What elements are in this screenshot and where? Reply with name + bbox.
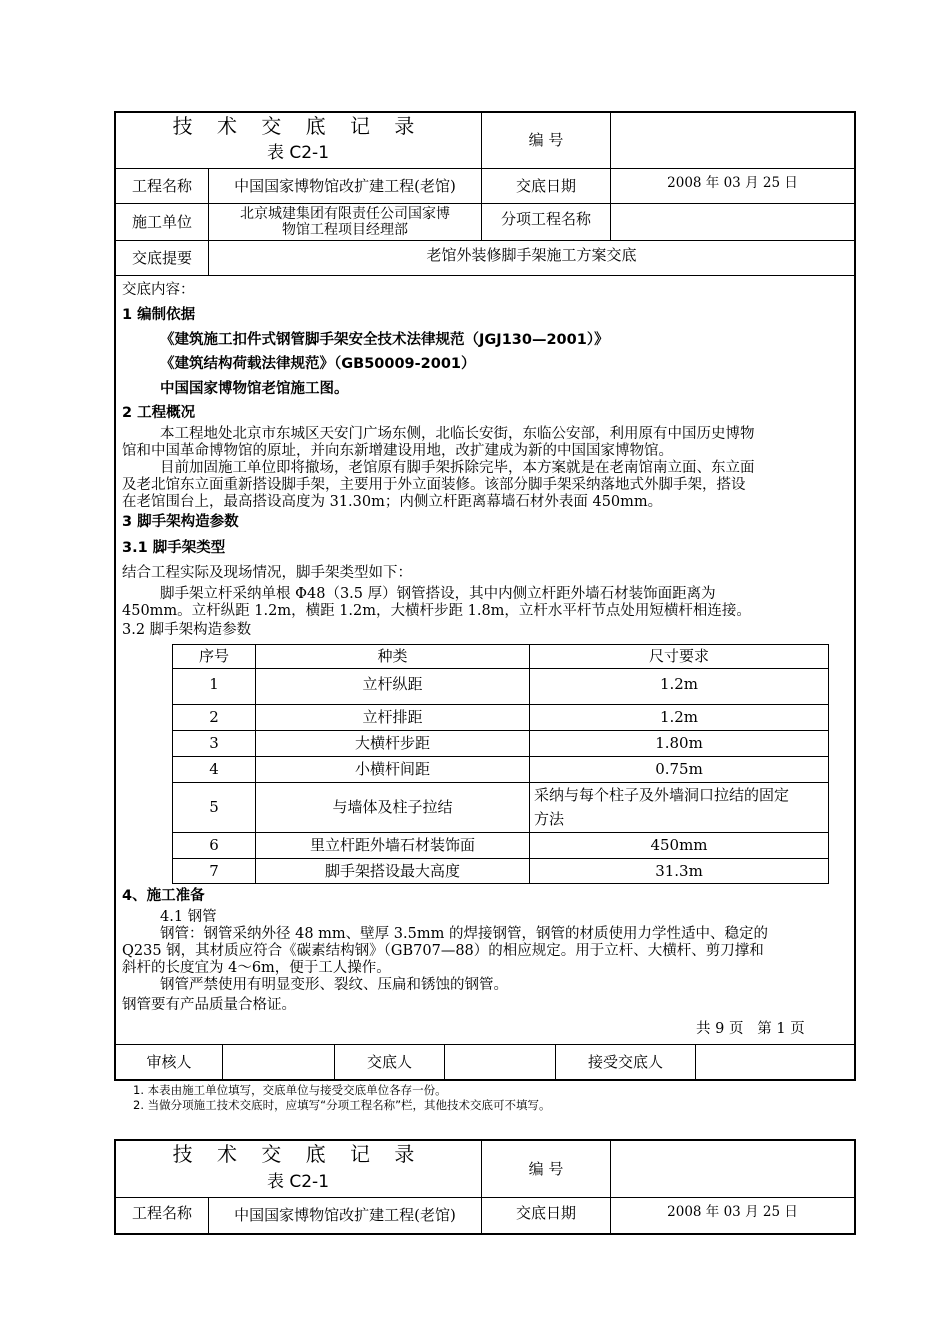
table-cell: 450mm	[650, 836, 708, 854]
form-title: 技 术 交 底 记 录	[172, 113, 424, 138]
form-2-table-number: 表 C2-1	[266, 1171, 330, 1192]
table-cell: 2	[209, 708, 219, 726]
subproject-value[interactable]	[611, 204, 854, 240]
code-value-field[interactable]	[611, 113, 854, 168]
table-cell: 1.2m	[659, 674, 699, 693]
basis-item: 中国国家博物馆老馆施工图。	[160, 381, 349, 397]
overview-text: 馆和中国革命博物馆的原址，并向东新增建设用地，改扩建成为新的中国国家博物馆。	[122, 443, 673, 459]
date-value[interactable]: 2008 年 03 月 25 日	[667, 174, 798, 191]
table-cell: 大横杆步距	[354, 734, 430, 752]
section-2-title: 2 工程概况	[122, 405, 196, 421]
form-2-date-label: 交底日期	[515, 1203, 576, 1222]
basis-item: 《建筑结构荷载法律规范》（GB50009-2001）	[160, 356, 476, 372]
table-cell	[534, 783, 826, 832]
discloser-field[interactable]	[445, 1045, 555, 1079]
footnote: 2. 当做分项施工技术交底时，应填写“分项工程名称”栏，其他技术交底可不填写。	[133, 1098, 551, 1112]
table-cell: 5	[209, 798, 219, 816]
project-name-label: 工程名称	[131, 176, 192, 195]
table-header: 种类	[377, 647, 408, 665]
table-cell: 脚手架搭设最大高度	[324, 862, 460, 880]
construction-unit-label: 施工单位	[131, 212, 192, 231]
table-cell: 4	[209, 760, 219, 778]
table-cell: 立杆纵距	[362, 674, 423, 693]
table-cell: 1	[209, 674, 219, 693]
section-4-title: 4、施工准备	[122, 888, 205, 904]
unit-line-1: 北京城建集团有限责任公司国家博	[240, 206, 450, 222]
form-2-code-label: 编 号	[528, 1159, 564, 1178]
section-3-title: 3 脚手架构造参数	[122, 514, 239, 530]
table-cell: 6	[209, 836, 219, 854]
content-intro: 交底内容：	[122, 282, 195, 298]
section-3-2-title: 3.2 脚手架构造参数	[122, 622, 252, 638]
table-cell: 里立杆距外墙石材装饰面	[309, 836, 475, 854]
steel-pipe-text: 斜杆的长度宜为 4～6m，便于工人操作。	[122, 960, 391, 976]
form-2-date-value[interactable]: 2008 年 03 月 25 日	[667, 1203, 798, 1220]
receiver-field[interactable]	[696, 1045, 854, 1079]
steel-pipe-text: Q235 钢，其材质应符合《碳素结构钢》（GB707—88）的相应规定。用于立杆、大横杆、剪刀撑和	[122, 943, 764, 959]
reviewer-field[interactable]	[223, 1045, 334, 1079]
form-2-code-field[interactable]	[611, 1141, 854, 1197]
summary-value[interactable]: 老馆外装修脚手架施工方案交底	[426, 245, 637, 264]
page-info: 共 9 页 第 1 页	[696, 1021, 805, 1037]
construction-unit-value[interactable]	[209, 204, 481, 240]
overview-text: 在老馆围台上，最高搭设高度为 31.30m；内侧立杆距离幕墙石材外表面 450mm。	[122, 494, 663, 510]
summary-label: 交底提要	[131, 248, 192, 267]
table-cell: 与墙体及柱子拉结	[332, 798, 453, 816]
steel-pipe-text: 钢管要有产品质量合格证。	[122, 997, 296, 1013]
table-cell: 1.80m	[655, 734, 703, 752]
scaffold-type-text: 450mm。立杆纵距 1.2m，横距 1.2m，大横杆步距 1.8m，立杆水平杆节点处用短横杆相连接。	[122, 603, 751, 619]
table-cell: 1.2m	[659, 708, 699, 726]
form-2-project-value[interactable]: 中国国家博物馆改扩建工程(老馆)	[234, 1206, 456, 1224]
table-cell: 3	[209, 734, 219, 752]
steel-pipe-text: 钢管严禁使用有明显变形、裂纹、压扁和锈蚀的钢管。	[160, 977, 508, 993]
table-cell: 0.75m	[655, 760, 703, 778]
basis-item: 《建筑施工扣件式钢管脚手架安全技术法律规范（JGJ130—2001）》	[160, 332, 609, 348]
rule	[114, 275, 856, 276]
overview-text: 本工程地处北京市东城区天安门广场东侧，北临长安街，东临公安部，利用原有中国历史博物	[160, 426, 755, 442]
unit-line-2: 物馆工程项目经理部	[282, 222, 408, 238]
steel-pipe-text: 钢管：钢管采纳外径 48 mm、壁厚 3.5mm 的焊接钢管，钢管的材质使用力学性适中、稳定的	[160, 926, 768, 942]
req-line-2: 方法	[534, 810, 565, 828]
table-cell: 7	[209, 862, 219, 880]
overview-text: 目前加固施工单位即将撤场，老馆原有脚手架拆除完毕，本方案就是在老南馆南立面、东立面	[160, 460, 755, 476]
footnote: 1. 本表由施工单位填写，交底单位与接受交底单位各存一份。	[133, 1083, 447, 1097]
subproject-label: 分项工程名称	[500, 209, 591, 228]
table-header: 序号	[198, 647, 229, 665]
section-4-1-title: 4.1 钢管	[160, 909, 217, 925]
receiver-label: 接受交底人	[587, 1052, 663, 1071]
req-line-1: 采纳与每个柱子及外墙洞口拉结的固定	[534, 786, 790, 804]
overview-text: 及老北馆东立面重新搭设脚手架，主要用于外立面装修。该部分脚手架采纳落地式外脚手架，搭设	[122, 477, 746, 493]
discloser-label: 交底人	[366, 1052, 412, 1071]
table-number: 表 C2-1	[266, 142, 330, 163]
section-3-1-title: 3.1 脚手架类型	[122, 540, 226, 556]
date-label: 交底日期	[515, 176, 576, 195]
scaffold-type-text: 脚手架立杆采纳单根 Φ48（3.5 厚）钢管搭设，其中内侧立杆距外墙石材装饰面距离为	[160, 586, 716, 602]
project-name-value[interactable]: 中国国家博物馆改扩建工程(老馆)	[234, 176, 456, 195]
code-label: 编 号	[528, 131, 564, 149]
section-1-title: 1 编制依据	[122, 307, 196, 323]
table-cell: 立杆排距	[362, 708, 423, 726]
table-cell: 小横杆间距	[354, 760, 430, 778]
table-cell: 31.3m	[655, 862, 703, 880]
table-header: 尺寸要求	[648, 647, 709, 665]
form-2-title: 技 术 交 底 记 录	[172, 1142, 424, 1166]
form-2-project-label: 工程名称	[131, 1203, 192, 1222]
reviewer-label: 审核人	[146, 1052, 192, 1071]
scaffold-type-text: 结合工程实际及现场情况，脚手架类型如下：	[122, 565, 412, 581]
